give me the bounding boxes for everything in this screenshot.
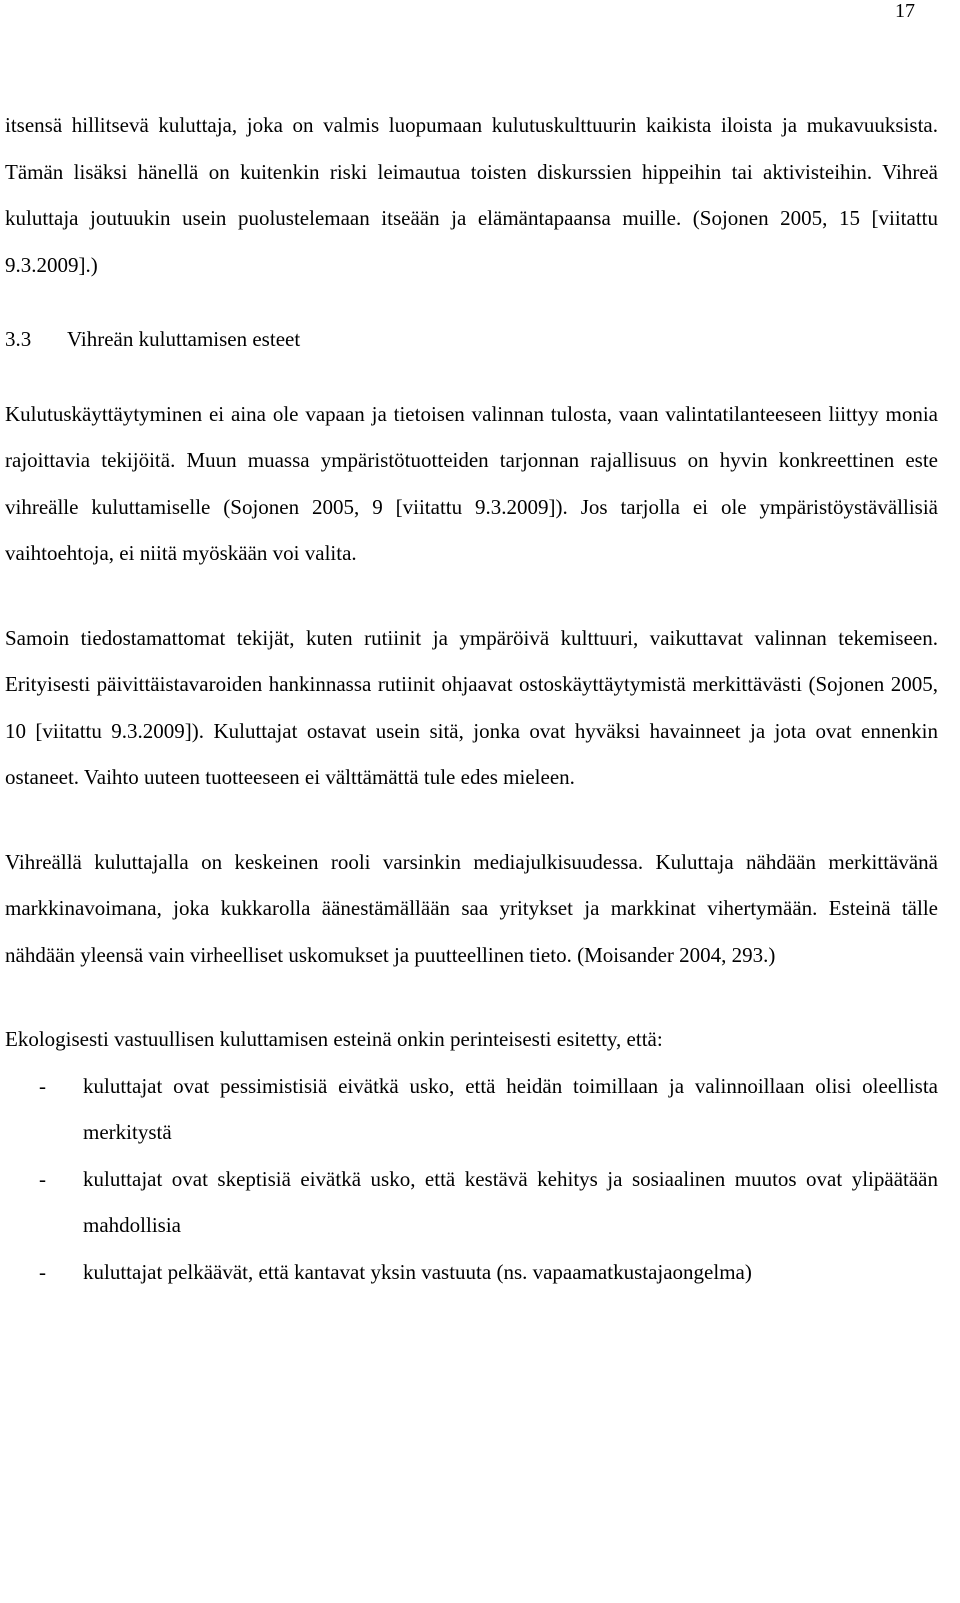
spacer [5,288,938,316]
section-number: 3.3 [5,327,32,351]
spacer [5,978,938,1016]
paragraph-2: Samoin tiedostamattomat tekijät, kuten rutiinit ja ympäröivä kulttuuri, vaikuttavat valinnan tekemiseen. Erityisesti päivittäistavaroiden hankinnassa rutiinit ohjaavat ostoskäyttäytymistä merkittävästi (Sojonen 2005, 10 [viitattu 9.3.2009]). Kuluttajat ostavat usein sitä, jonka ovat hyväksi havainneet ja jota ovat ennenkin ostaneet. Vaihto uuteen tuotteeseen ei välttämättä tule edes mieleen. [5,625,938,789]
list-item-text: kuluttajat ovat pessimistisiä eivätkä usko, että heidän toimillaan ja valinnoillaan olisi oleellista merkitystä [83,1073,938,1144]
spacer [5,577,938,615]
paragraph-1: Kulutuskäyttäytyminen ei aina ole vapaan ja tietoisen valinnan tulosta, vaan valintatilanteeseen liittyy monia rajoittavia tekijöitä. Muun muassa ympäristötuotteiden tarjonnan rajallisuus on hyvin konkreettinen este vihreälle kuluttamiselle (Sojonen 2005, 9 [viitattu 9.3.2009]). Jos tarjolla ei ole ympäristöystävällisiä vaihtoehtoja, ei niitä myöskään voi valita. [5,401,938,565]
spacer [5,363,938,391]
paragraph-intro: itsensä hillitsevä kuluttaja, joka on valmis luopumaan kulutuskulttuurin kaikista iloista ja mukavuuksista. Tämän lisäksi hänellä on kuitenkin riski leimautua toisten diskurssien hippeihin tai aktivisteihin. Vihreä kuluttaja joutuukin usein puolustelemaan itseään ja elämäntapaansa muille. (Sojonen 2005, 15 [viitattu 9.3.2009].) [5,113,938,277]
spacer [5,801,938,839]
document-body [5,102,938,1295]
list-item [5,1063,938,1156]
list-dash: - [39,1073,46,1098]
list-dash: - [39,1166,46,1191]
paragraph-3: Vihreällä kuluttajalla on keskeinen rooli varsinkin mediajulkisuudessa. Kuluttaja nähdään merkittävänä markkinavoimana, joka kukkarolla äänestämällään saa yritykset ja markkinat vihertymään. Esteinä tälle nähdään yleensä vain virheelliset uskomukset ja puutteellinen tieto. (Moisander 2004, 293.) [5,849,938,967]
obstacle-list [5,1063,938,1296]
section-title: Vihreän kuluttamisen esteet [67,327,301,351]
list-item-text: kuluttajat ovat skeptisiä eivätkä usko, että kestävä kehitys ja sosiaalinen muutos ovat ylipäätään mahdollisia [83,1166,938,1237]
section-heading [5,316,938,363]
list-dash: - [39,1259,46,1284]
paragraph-4: Ekologisesti vastuullisen kuluttamisen esteinä onkin perinteisesti esitetty, että: [5,1027,663,1051]
list-item [5,1156,938,1249]
list-item [5,1249,938,1296]
list-item-text: kuluttajat pelkäävät, että kantavat yksin vastuuta (ns. vapaamatkustajaongelma) [83,1259,752,1284]
page-number: 17 [895,0,915,22]
